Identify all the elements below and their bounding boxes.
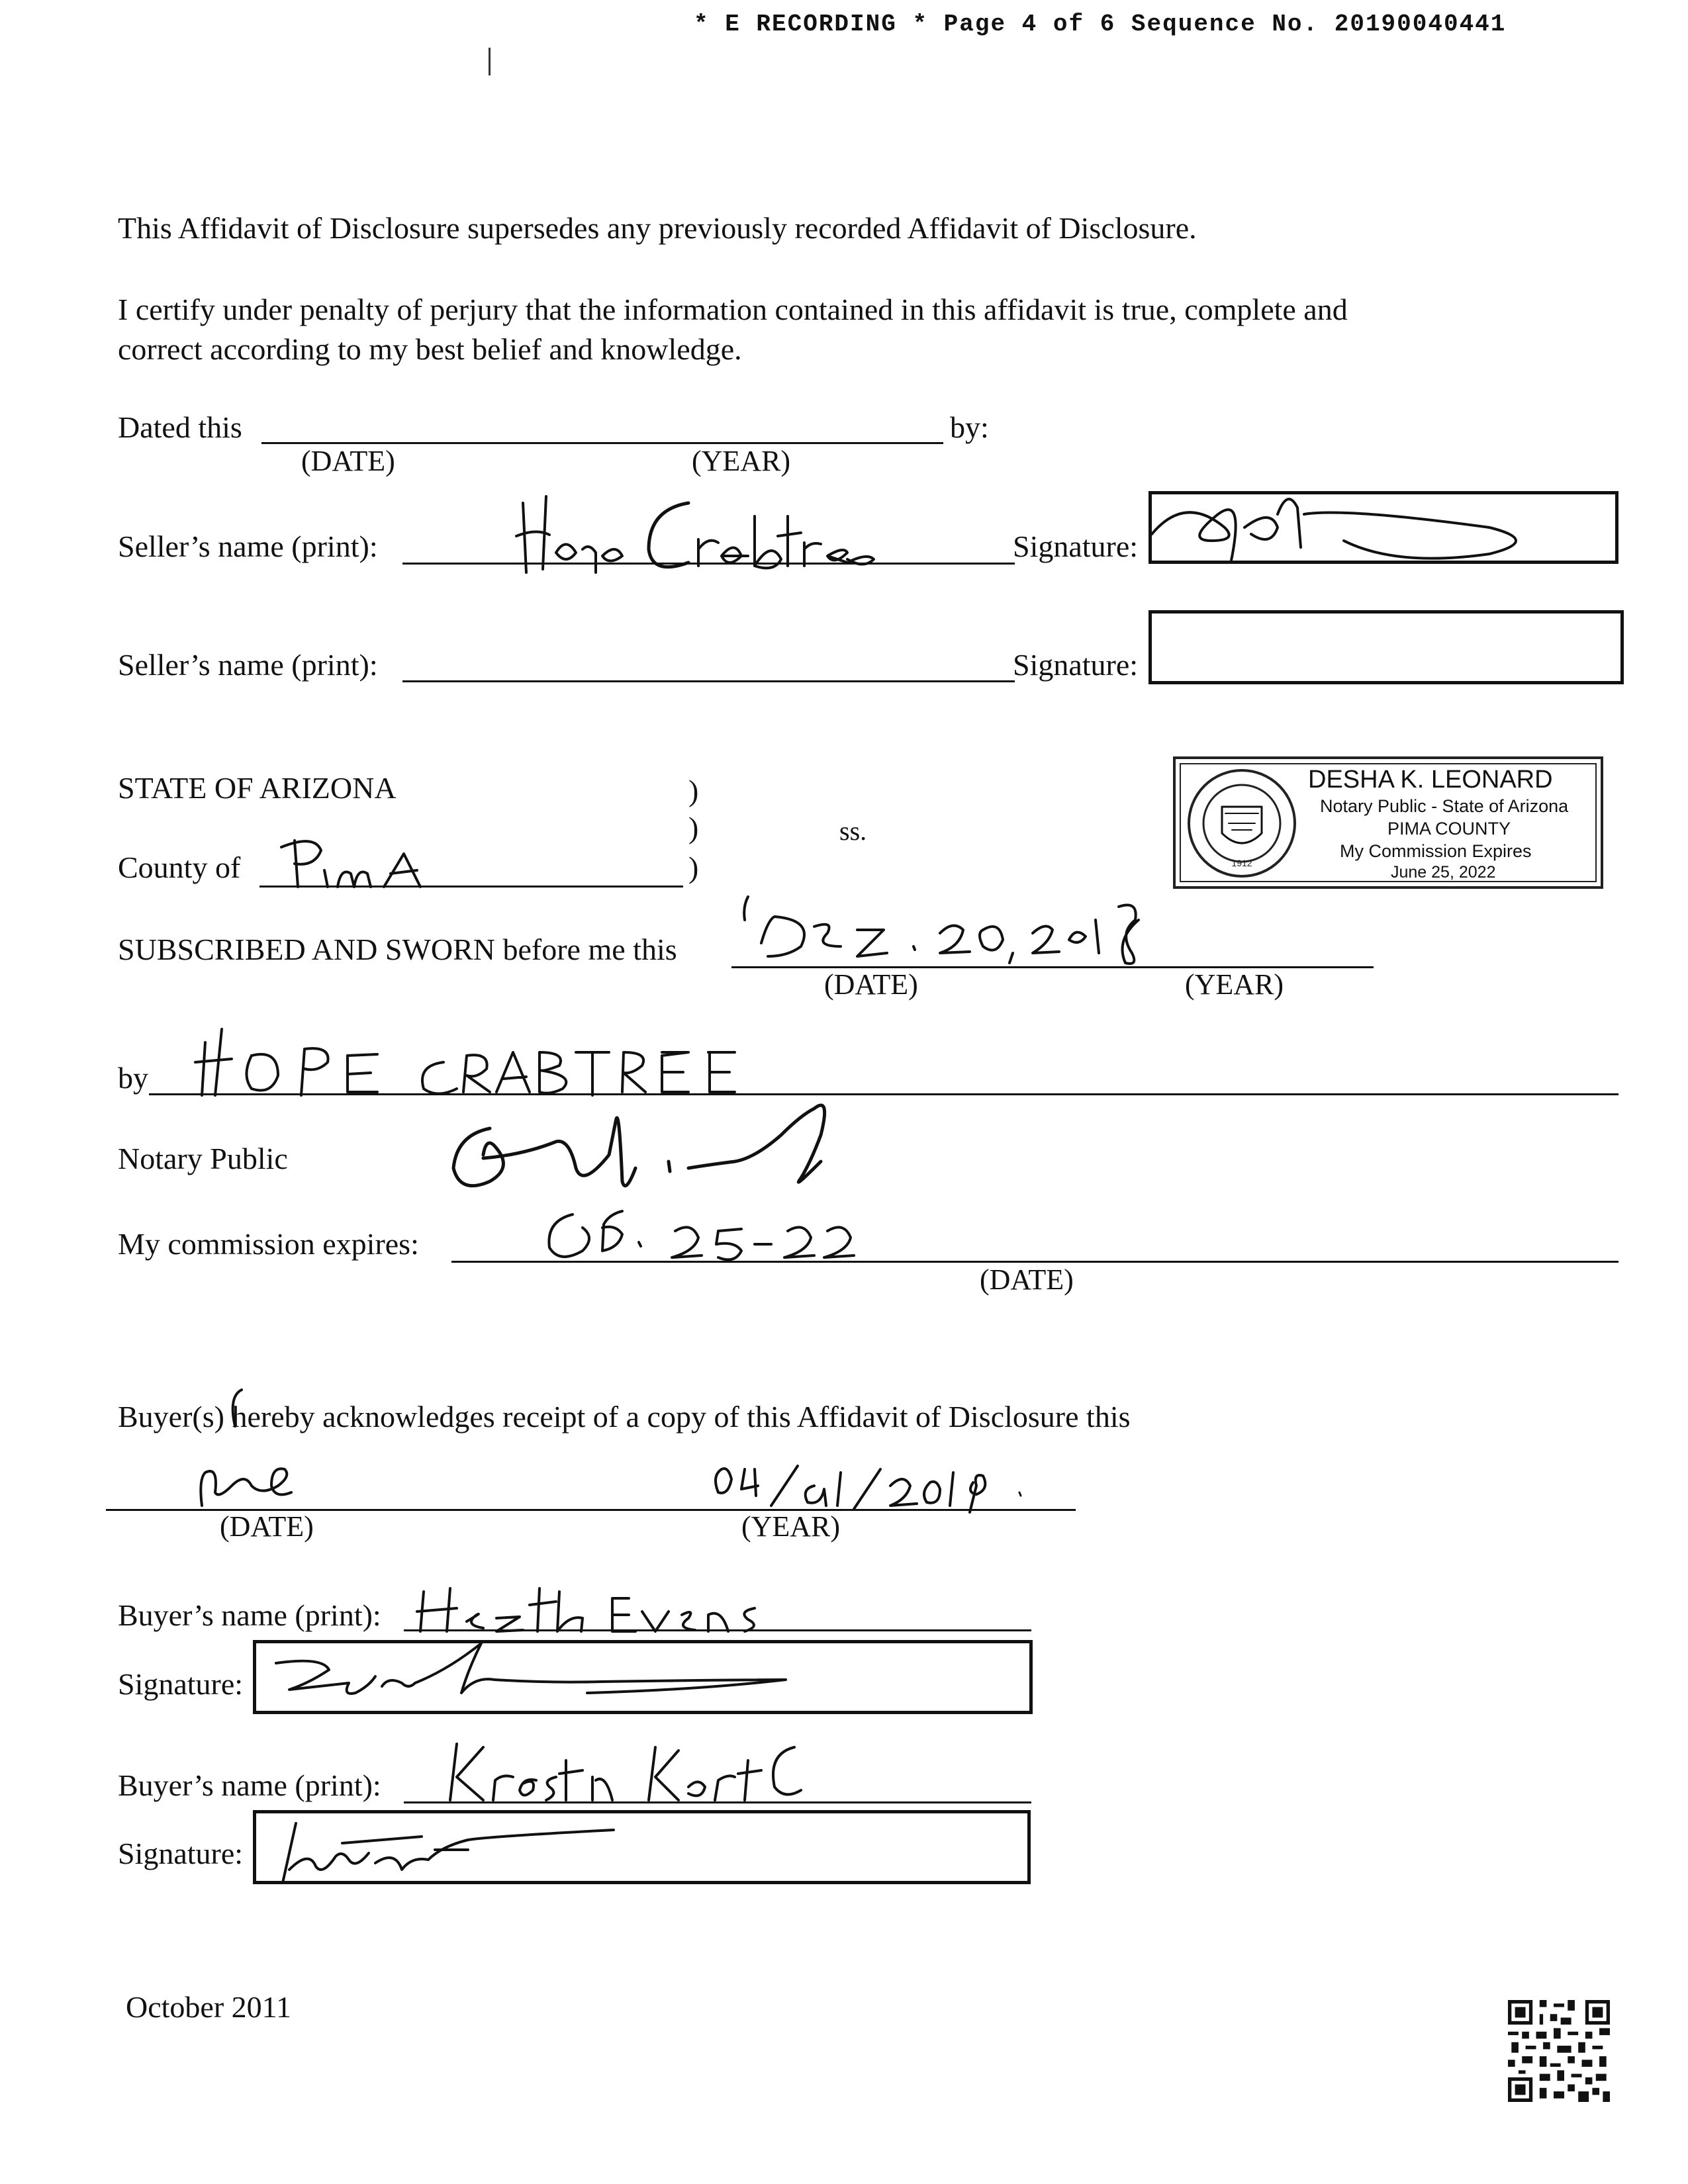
stamp-line-3: My Commission Expires <box>1340 841 1532 861</box>
commission-handwriting <box>543 1201 887 1267</box>
dated-date-caption: (DATE) <box>301 445 395 477</box>
seller-1-name-handwriting <box>510 477 894 576</box>
seller-2-name-label: Seller’s name (print): <box>118 648 378 682</box>
subscribed-year-caption: (YEAR) <box>1185 968 1284 1001</box>
scan-mark <box>489 48 491 75</box>
buyer-2-name-handwriting <box>437 1734 808 1807</box>
buyer-1-name-handwriting <box>410 1578 781 1638</box>
buyers-ack-year-caption: (YEAR) <box>741 1510 841 1543</box>
dated-this-label: Dated this <box>118 410 242 444</box>
state-label: STATE OF ARIZONA <box>118 771 397 805</box>
buyer-1-signature-label: Signature: <box>118 1667 244 1701</box>
stamp-line-4: June 25, 2022 <box>1391 863 1496 882</box>
supersedes-text: This Affidavit of Disclosure supersedes any previously recorded Affidavit of Disclosure. <box>118 211 1197 245</box>
buyer-2-signature-box[interactable] <box>253 1810 1031 1884</box>
stamp-name: DESHA K. LEONARD <box>1308 766 1553 794</box>
seller-1-signature-box[interactable] <box>1149 491 1618 564</box>
subscribed-label: SUBSCRIBED AND SWORN before me this <box>118 933 677 966</box>
ss-label: ss. <box>839 816 867 846</box>
subscribed-handwriting <box>741 880 1165 986</box>
dated-this-line <box>261 442 943 444</box>
county-handwriting <box>275 824 473 890</box>
form-date: October 2011 <box>126 1990 291 2024</box>
dated-year-caption: (YEAR) <box>692 445 791 477</box>
seller-1-signature-label: Signature: <box>1013 529 1139 563</box>
dated-by-label: by: <box>950 410 989 444</box>
commission-label: My commission expires: <box>118 1227 419 1261</box>
buyers-ack-date-caption: (DATE) <box>220 1510 314 1543</box>
state-seal-icon <box>1182 767 1301 880</box>
recording-header: * E RECORDING * Page 4 of 6 Sequence No. 20190040441 <box>694 11 1507 38</box>
paren-1: ) <box>688 774 699 807</box>
buyer-2-signature-label: Signature: <box>118 1837 244 1870</box>
certify-line-2: correct according to my best belief and knowledge. <box>118 332 742 366</box>
seller-1-name-label: Seller’s name (print): <box>118 529 378 563</box>
buyer-1-signature <box>269 1630 865 1709</box>
buyer-1-name-label: Buyer’s name (print): <box>118 1598 381 1632</box>
notary-public-label: Notary Public <box>118 1142 288 1175</box>
notary-by-label: by <box>118 1061 148 1095</box>
buyers-ack-text: Buyer(s) hereby acknowledges receipt of a copy of this Affidavit of Disclosure this <box>118 1400 1131 1433</box>
notary-signature <box>444 1075 920 1201</box>
paren-3: ) <box>688 850 699 884</box>
buyer-2-name-label: Buyer’s name (print): <box>118 1768 381 1802</box>
svg-text:1912: 1912 <box>1231 858 1252 868</box>
stamp-line-2: PIMA COUNTY <box>1387 819 1511 839</box>
seller-2-signature-box[interactable] <box>1149 610 1624 684</box>
buyer-2-signature <box>269 1810 667 1889</box>
certify-line-1: I certify under penalty of perjury that the information contained in this affidavit is true, complete and <box>118 293 1348 326</box>
seller-2-signature-label: Signature: <box>1013 648 1139 682</box>
notary-stamp <box>1173 756 1603 889</box>
paren-2: ) <box>688 811 699 844</box>
buyers-ack-initials <box>192 1387 311 1506</box>
stamp-line-1: Notary Public - State of Arizona <box>1320 796 1569 816</box>
county-label: County of <box>118 850 241 884</box>
subscribed-date-caption: (DATE) <box>824 968 918 1001</box>
qr-code-icon <box>1508 2000 1610 2102</box>
seller-1-signature <box>1145 468 1556 574</box>
buyer-1-signature-box[interactable] <box>253 1640 1033 1714</box>
commission-date-caption: (DATE) <box>980 1263 1074 1296</box>
seller-2-name-line[interactable] <box>402 680 1015 682</box>
